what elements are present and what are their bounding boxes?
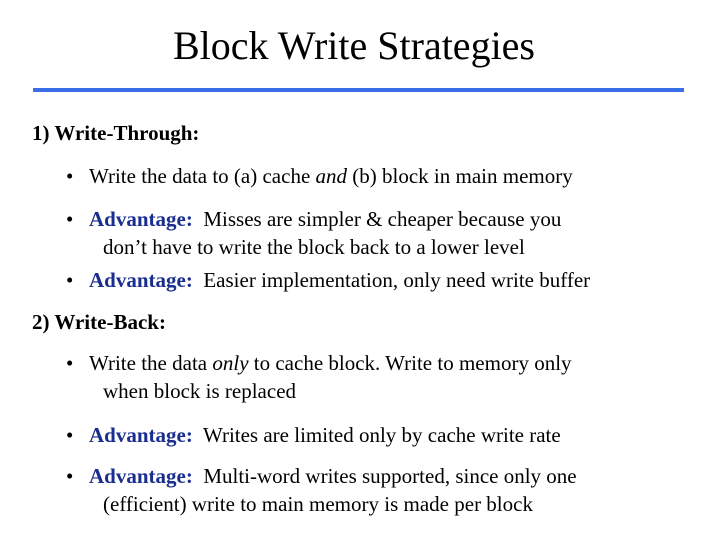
emphasis-text: only xyxy=(212,351,249,375)
bullet-text: Advantage: Easier implementation, only need write buffer xyxy=(89,268,591,292)
bullet-continuation: (efficient) write to main memory is made per block xyxy=(103,492,533,516)
bullet-marker: • xyxy=(66,164,74,188)
bullet-text: Write the data to (a) cache and (b) block in main memory xyxy=(89,164,573,188)
section-heading-write-through: 1) Write-Through: xyxy=(32,121,200,145)
bullet-text: Write the data only to cache block. Write to memory only xyxy=(89,351,572,375)
bullet-continuation: don’t have to write the block back to a lower level xyxy=(103,235,525,259)
bullet-marker: • xyxy=(66,423,74,447)
advantage-label: Advantage: xyxy=(89,268,193,292)
advantage-label: Advantage: xyxy=(89,464,193,488)
slide-title: Block Write Strategies xyxy=(172,23,535,68)
bullet-marker: • xyxy=(66,268,74,292)
bullet-text: Advantage: Multi-word writes supported, since only one xyxy=(89,464,577,488)
bullet-text: Advantage: Writes are limited only by cache write rate xyxy=(89,423,561,447)
bullet-continuation: when block is replaced xyxy=(103,379,297,403)
bullet-marker: • xyxy=(66,464,74,488)
emphasis-text: and xyxy=(315,164,348,188)
title-divider xyxy=(33,88,684,92)
bullet-marker: • xyxy=(66,351,74,375)
bullet-marker: • xyxy=(66,207,74,231)
section-heading-write-back: 2) Write-Back: xyxy=(32,310,166,334)
bullet-text: Advantage: Misses are simpler & cheaper because you xyxy=(89,207,562,231)
advantage-label: Advantage: xyxy=(89,207,193,231)
advantage-label: Advantage: xyxy=(89,423,193,447)
